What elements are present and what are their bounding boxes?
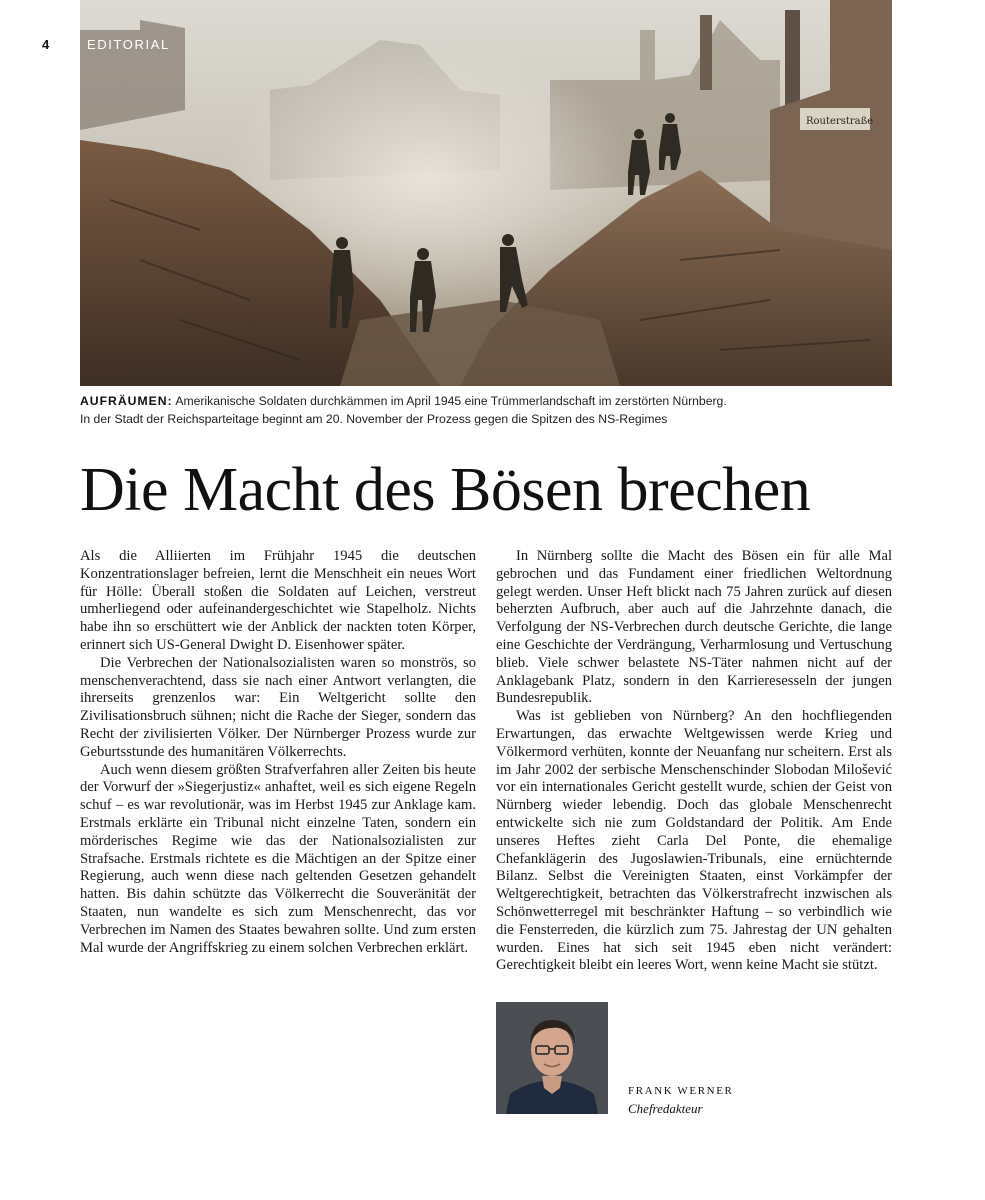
- caption-line-2: In der Stadt der Reichsparteitage beginnt am 20. November der Prozess gegen die Spitzen des NS-Regimes: [80, 412, 668, 426]
- author-portrait: [496, 1002, 608, 1114]
- body-column-right: [496, 548, 892, 975]
- caption-line-1: [80, 392, 892, 410]
- photo-caption: [80, 392, 892, 428]
- article-headline: Die Macht des Bösen brechen: [80, 456, 811, 524]
- body-paragraph: Die Verbrechen der Nationalsozialisten waren so monströs, so menschenverachtend, dass sie nach einer Antwort verlangten, die ihrerseits grenzenlos war: Ein Weltgericht sollte den Zivilisationsbruch sühnen; nicht die Rache der Sieger, sondern das Recht der zivilisierten Völker. Der Nürnberger Prozess wurde zur Geburtsstunde des humanitären Völkerrechts.: [80, 654, 476, 760]
- author-name: FRANK WERNER: [628, 1085, 734, 1097]
- author-portrait-icon: [496, 1002, 608, 1114]
- body-paragraph: Was ist geblieben von Nürnberg? An den hochfliegenden Erwartungen, das erwachte Weltgewissen werde Krieg und Völkermord verhüten, konnte der Neuanfang nur scheitern. Erst als im Jahr 2002 der serbische Menschenschinder Slobodan Milošević vor ein internationales Gericht gestellt wurde, schien der Geist von Nürnberg wieder lebendig. Doch das globale Menschenrecht entwickelte sich nie zum Goldstandard der Politik. Am Ende unseres Heftes zieht Carla Del Ponte, die ehemalige Chefanklägerin des Jugoslawien-Tribunals, eine ernüchternde Bilanz. Selbst die Vereinigten Staaten, einst Vorkämpfer der Weltgerechtigkeit, betrachten das Völkerstrafrecht inzwischen als Schönwetterregel mit beschränkter Haftung – so verbindlich wie die Fensterreden, die kürzlich zum 75. Jahrestag der UN gehalten wurden. Eines hat sich seit 1945 eben nicht verändert: Gerechtigkeit bleibt ein leeres Wort, wenn keine Macht sie stützt.: [496, 708, 892, 974]
- hero-photo: [80, 0, 892, 386]
- body-paragraph: In Nürnberg sollte die Macht des Bösen ein für alle Mal gebrochen und das Fundament einer friedlichen Weltordnung gelegt werden. Unser Heft blickt nach 75 Jahren zurück auf diesen beherzten Aufbruch, aber auch auf die Jahrzehnte danach, die Verfolgung der NS-Verbrechen durch deutsche Gerichte, die lange eine Geschichte der Verdrängung, Verharmlosung und Vertuschung blieb. Viele schwer belastete NS-Täter nahmen nicht auf der Anklagebank Platz, sondern in den Karrieresesseln der jungen Bundesrepublik.: [496, 548, 892, 707]
- body-paragraph: Als die Alliierten im Frühjahr 1945 die deutschen Konzentrationslager befreien, lernt die Menschheit ein neues Wort für Hölle: Überall stoßen die Soldaten auf Leichen, verstreut umherliegend oder aufeinandergeschichtet wie Stapelholz. Nichts habe ihn so erschüttert wie der Anblick der nackten toten Körper, erinnert sich US-General Dwight D. Eisenhower später.: [80, 548, 476, 653]
- page-number: 4: [42, 37, 50, 52]
- section-label: EDITORIAL: [87, 37, 170, 52]
- author-role: Chefredakteur: [628, 1101, 703, 1116]
- body-paragraph: Auch wenn diesem größten Strafverfahren aller Zeiten bis heute der Vorwurf der »Siegerjustiz« anhaftet, weil es sich eigene Regeln schuf – es war revolutionär, was im Herbst 1945 zur Anklage kam. Erstmals erklärte ein Tribunal nicht einzelne Taten, sondern ein mörderisches Regime wie das der Nationalsozialisten zur Strafsache. Erstmals richtete es die Mächtigen an der Spitze einer Regierung, auch wenn diese nach geltenden Gesetzen gehandelt hatten. Bis dahin schützte das Völkerrecht die Souveränität der Staaten, nun wandelte es sich zum Menschenrecht, das vor Verbrechen im Namen des Staates bewahren sollte. Und zum ersten Mal wurde der Angriffskrieg zu einem solchen Verbrechen erklärt.: [80, 761, 476, 956]
- caption-label: AUFRÄUMEN:: [80, 394, 173, 408]
- caption-text-1: Amerikanische Soldaten durchkämmen im April 1945 eine Trümmerlandschaft im zerstörten Nürnberg.: [175, 394, 727, 408]
- street-sign: Routerstraße: [806, 116, 874, 127]
- body-column-left: [80, 548, 476, 957]
- soldiers-in-ruins-photo: [80, 0, 892, 386]
